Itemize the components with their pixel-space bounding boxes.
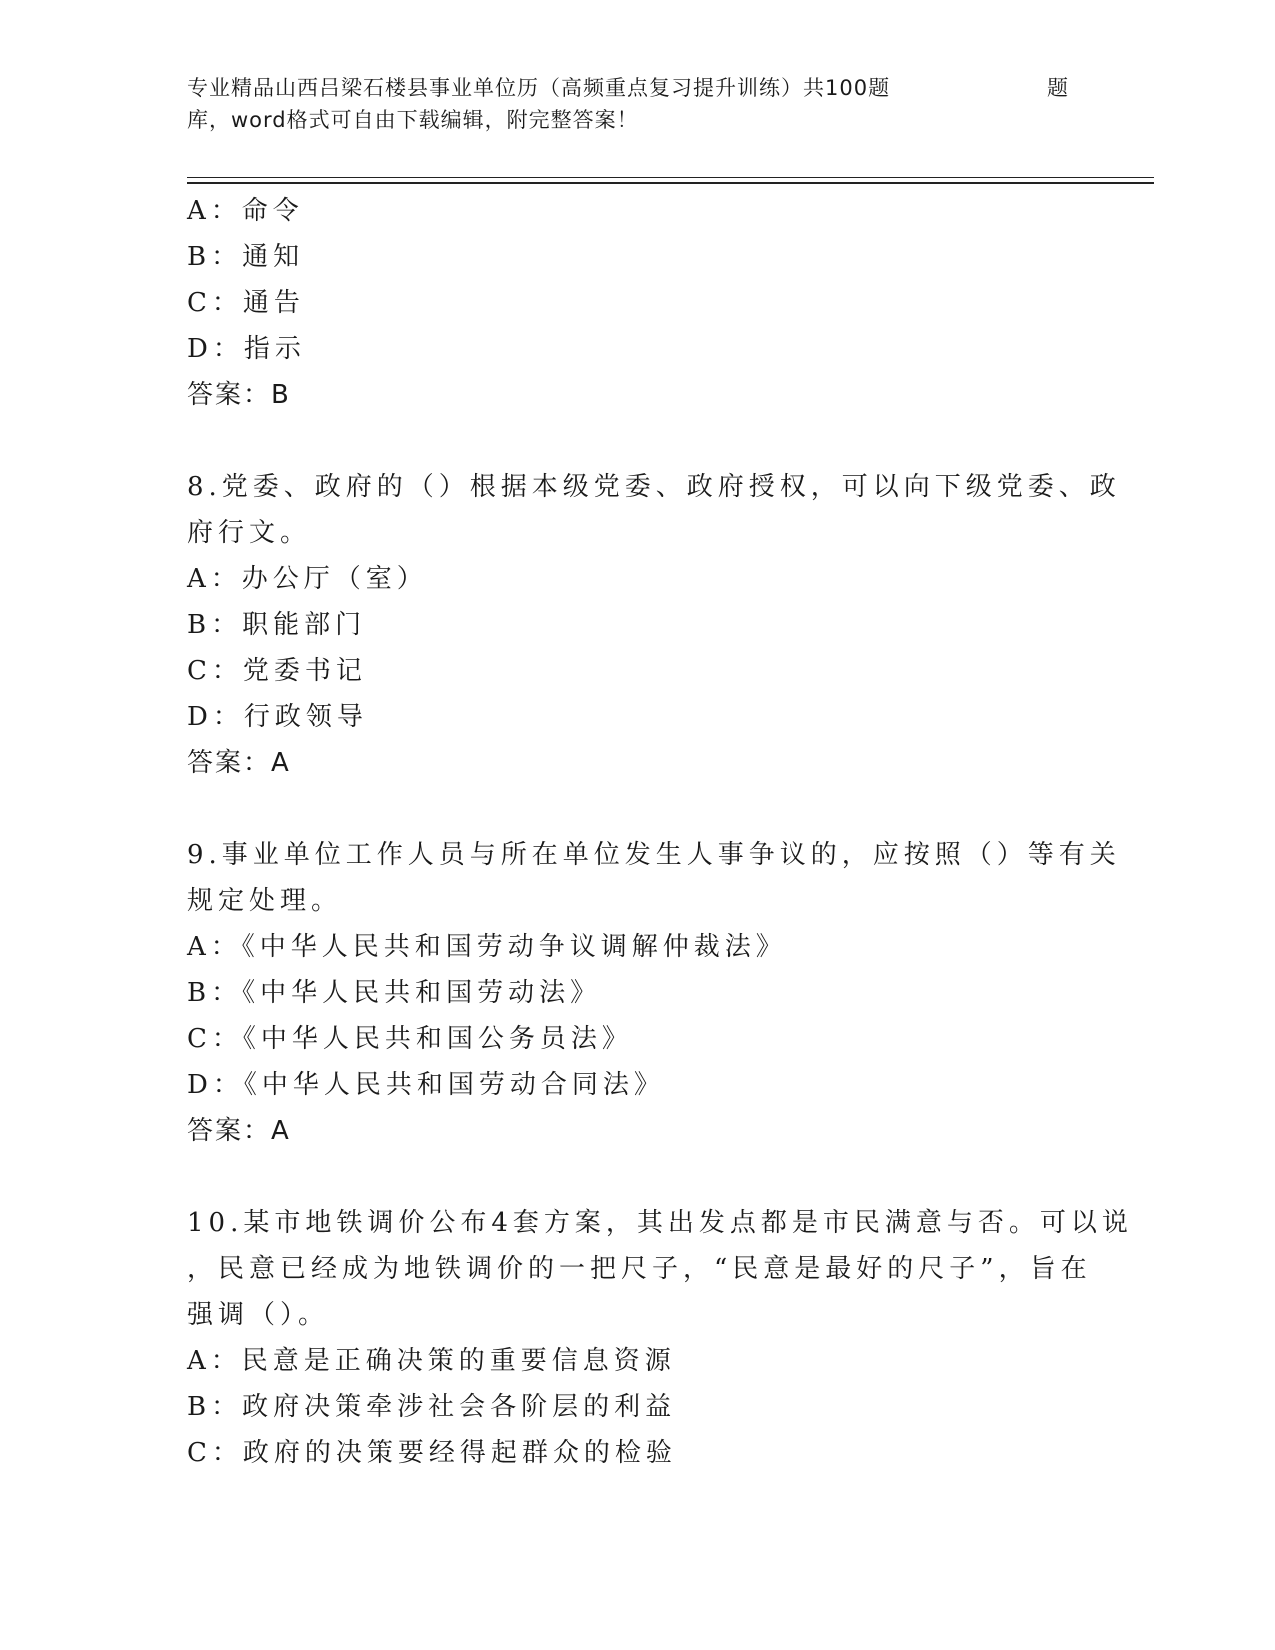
header-title: 专业精品山西吕梁石楼县事业单位历（高频重点复习提升训练）共100题 xyxy=(187,76,891,100)
q8-stem-line-1: 8.党委、政府的（）根据本级党委、政府授权，可以向下级党委、政 xyxy=(187,472,1121,502)
q9-option-a: A：《中华人民共和国劳动争议调解仲裁法》 xyxy=(187,932,787,962)
spacer xyxy=(187,418,1087,464)
q9-stem-line-1: 9.事业单位工作人员与所在单位发生人事争议的，应按照（）等有关 xyxy=(187,840,1121,870)
q9-option-b: B：《中华人民共和国劳动法》 xyxy=(187,978,602,1008)
q9-stem-line-2: 规定处理。 xyxy=(187,886,343,916)
q7-option-a: A：命令 xyxy=(187,196,304,226)
header-line-2: 库，word格式可自由下载编辑，附完整答案！ xyxy=(187,108,639,132)
q8-stem-line-2: 府行文。 xyxy=(187,518,312,548)
q7-answer: 答案：B xyxy=(187,380,291,410)
q8-answer: 答案：A xyxy=(187,748,291,778)
q8-option-b: B：职能部门 xyxy=(187,610,367,640)
document-header xyxy=(187,72,1087,136)
spacer xyxy=(187,786,1087,832)
q9-option-c: C：《中华人民共和国公务员法》 xyxy=(187,1024,633,1054)
q9-answer: 答案：A xyxy=(187,1116,291,1146)
header-rule-thin xyxy=(187,177,1154,178)
q10-stem-line-1: 10.某市地铁调价公布4套方案，其出发点都是市民满意与否。可以说 xyxy=(187,1208,1133,1238)
q7-option-d: D：指示 xyxy=(187,334,306,364)
q8-option-a: A：办公厅（室） xyxy=(187,564,428,594)
q7-option-b: B：通知 xyxy=(187,242,305,272)
q10-stem-line-2: ，民意已经成为地铁调价的一把尺子，“民意是最好的尺子”，旨在 xyxy=(187,1254,1092,1284)
spacer xyxy=(187,1154,1087,1200)
q10-option-a: A：民意是正确决策的重要信息资源 xyxy=(187,1346,676,1376)
header-rule-thick xyxy=(187,182,1154,184)
q10-option-b: B：政府决策牵涉社会各阶层的利益 xyxy=(187,1392,677,1422)
question-content xyxy=(187,188,1133,1476)
q7-option-c: C：通告 xyxy=(187,288,305,318)
q10-option-c: C：政府的决策要经得起群众的检验 xyxy=(187,1438,677,1468)
header-line-1 xyxy=(187,72,1087,104)
q8-option-c: C：党委书记 xyxy=(187,656,367,686)
q9-option-d: D：《中华人民共和国劳动合同法》 xyxy=(187,1070,665,1100)
q8-option-d: D：行政领导 xyxy=(187,702,368,732)
header-title-tail: 题 xyxy=(1047,76,1069,100)
q10-stem-line-3: 强调（）。 xyxy=(187,1300,330,1330)
